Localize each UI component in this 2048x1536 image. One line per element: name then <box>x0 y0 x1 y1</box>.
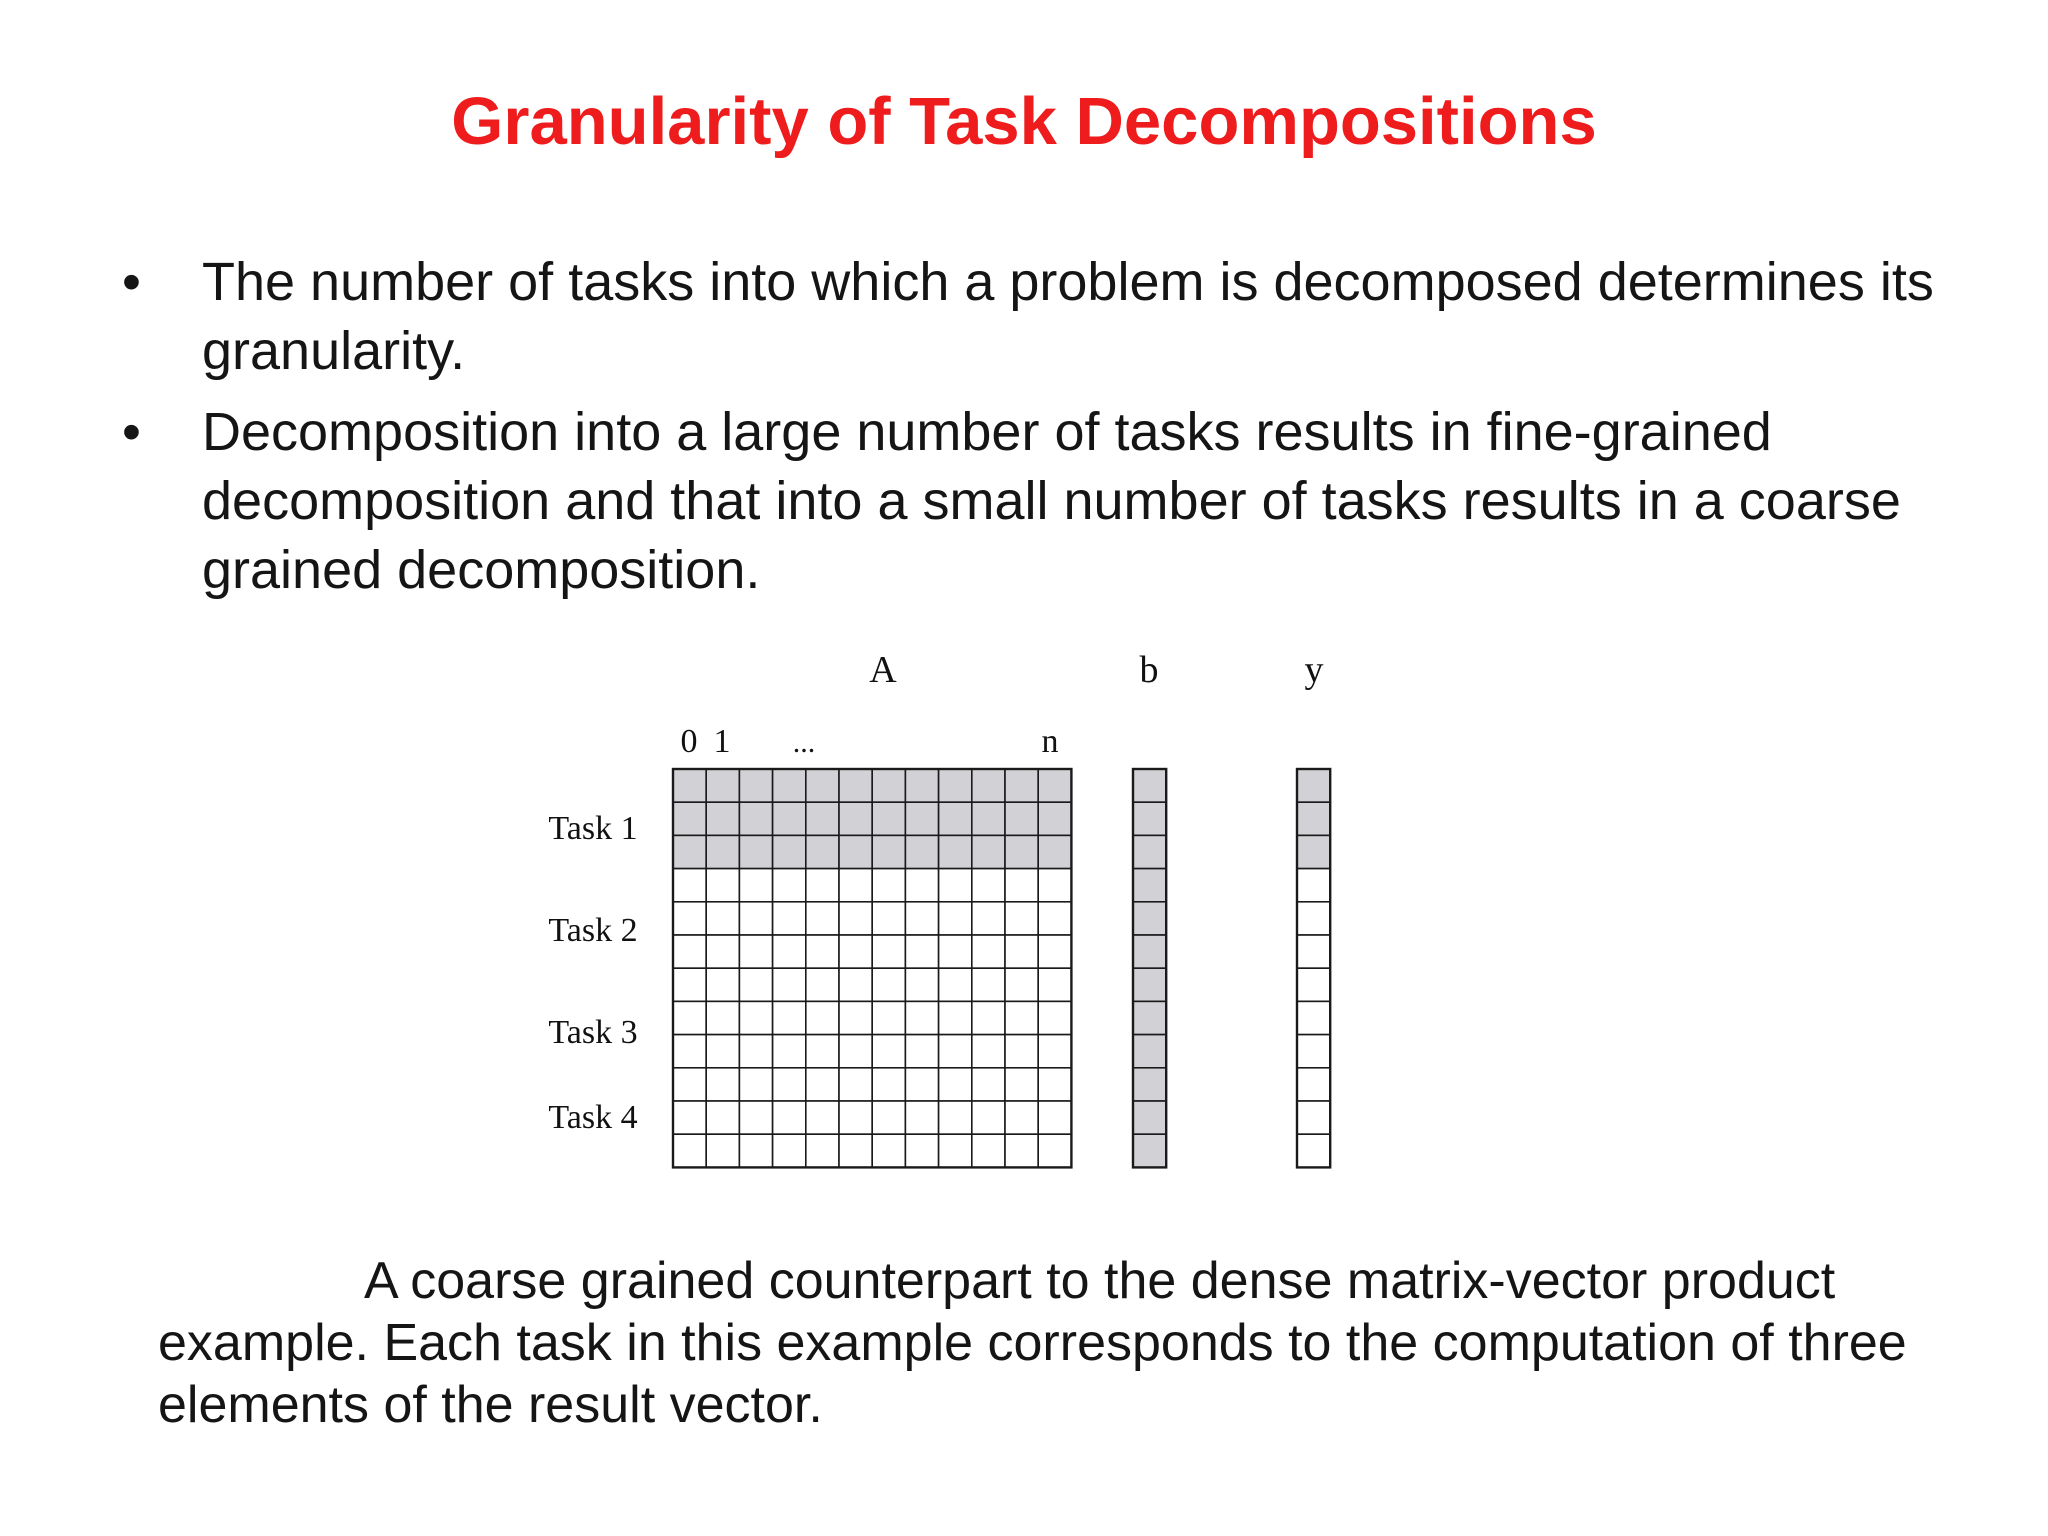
matrix-a-cell-shaded <box>773 802 806 835</box>
matrix-a-cell <box>872 869 905 902</box>
matrix-a-cell-shaded <box>839 802 872 835</box>
vector-y-cell <box>1297 869 1330 902</box>
matrix-a-cell-shaded <box>839 769 872 802</box>
matrix-a-cell <box>839 1035 872 1068</box>
vector-y-cell <box>1297 1068 1330 1101</box>
column-label-1: 1 <box>713 723 731 760</box>
matrix-a-cell <box>806 968 839 1001</box>
vector-b-cell-shaded <box>1133 1134 1166 1167</box>
matrix-a-cell <box>706 869 739 902</box>
matrix-a-cell <box>706 1068 739 1101</box>
matrix-a-cell <box>905 1101 938 1134</box>
matrix-a-cell-shaded <box>939 802 972 835</box>
vector-y-grid <box>1297 769 1330 1167</box>
vector-y-cell <box>1297 1035 1330 1068</box>
matrix-a-cell-shaded <box>905 835 938 868</box>
matrix-a-cell <box>1038 968 1071 1001</box>
matrix-a-cell-shaded <box>806 802 839 835</box>
matrix-a-cell-shaded <box>673 802 706 835</box>
vector-b-cell-shaded <box>1133 968 1166 1001</box>
matrix-a-cell <box>972 1101 1005 1134</box>
slide-title: Granularity of Task Decompositions <box>451 84 1597 159</box>
matrix-a-cell <box>1038 1101 1071 1134</box>
matrix-a-cell <box>872 1068 905 1101</box>
matrix-a-cell <box>806 1001 839 1034</box>
matrix-a-cell <box>1005 1001 1038 1034</box>
matrix-a-cell <box>773 1134 806 1167</box>
task-label: Task 4 <box>548 1099 638 1136</box>
matrix-a-cell-shaded <box>739 802 772 835</box>
matrix-a-cell <box>739 1134 772 1167</box>
matrix-a-cell <box>839 1101 872 1134</box>
vector-b-cell-shaded <box>1133 869 1166 902</box>
matrix-a-cell <box>806 869 839 902</box>
matrix-a-cell-shaded <box>673 769 706 802</box>
vector-b-grid <box>1133 769 1166 1167</box>
matrix-a-cell <box>1005 935 1038 968</box>
matrix-a-cell-shaded <box>972 769 1005 802</box>
matrix-a-cell <box>673 935 706 968</box>
vector-b-cell-shaded <box>1133 935 1166 968</box>
matrix-a-cell <box>739 869 772 902</box>
matrix-a-cell-shaded <box>673 835 706 868</box>
vector-y-cell <box>1297 1101 1330 1134</box>
matrix-a-cell <box>872 1101 905 1134</box>
matrix-a-cell <box>939 1101 972 1134</box>
matrix-a-cell <box>773 935 806 968</box>
matrix-a-cell-shaded <box>806 769 839 802</box>
matrix-a-cell <box>1038 1001 1071 1034</box>
matrix-a-cell <box>673 869 706 902</box>
vector-y-cell <box>1297 935 1330 968</box>
column-label-0: 0 <box>680 723 698 760</box>
matrix-a-cell <box>939 869 972 902</box>
matrix-a-cell <box>1005 1101 1038 1134</box>
matrix-a-cell <box>872 935 905 968</box>
matrix-a-cell <box>673 1101 706 1134</box>
matrix-a-cell-shaded <box>739 835 772 868</box>
matrix-a-cell <box>972 1001 1005 1034</box>
matrix-a-cell <box>1038 1035 1071 1068</box>
matrix-a-cell <box>839 869 872 902</box>
matrix-a-cell-shaded <box>972 835 1005 868</box>
matrix-a-cell <box>972 1134 1005 1167</box>
matrix-a-cell <box>673 1068 706 1101</box>
bullet-text: The number of tasks into which a problem is decomposed determines its granularity. <box>202 252 1934 381</box>
matrix-a-grid <box>673 769 1071 1167</box>
matrix-a-cell <box>773 1001 806 1034</box>
column-label-n: n <box>1041 723 1059 760</box>
vector-b-cell-shaded <box>1133 1001 1166 1034</box>
vector-y-cell-shaded <box>1297 769 1330 802</box>
matrix-a-cell <box>839 1068 872 1101</box>
matrix-a-cell <box>773 869 806 902</box>
matrix-a-cell <box>972 1068 1005 1101</box>
matrix-a-cell <box>1038 1068 1071 1101</box>
matrix-a-cell <box>706 968 739 1001</box>
matrix-a-cell <box>1038 869 1071 902</box>
vector-b-cell-shaded <box>1133 769 1166 802</box>
vector-b-cell-shaded <box>1133 802 1166 835</box>
matrix-a-cell <box>773 1068 806 1101</box>
task-label: Task 3 <box>548 1014 638 1051</box>
vector-y-cell <box>1297 902 1330 935</box>
bullet-dot: • <box>122 402 141 462</box>
matrix-a-cell <box>905 935 938 968</box>
matrix-a-cell <box>972 1035 1005 1068</box>
matrix-a-cell-shaded <box>773 769 806 802</box>
matrix-a-cell <box>673 968 706 1001</box>
matrix-a-cell <box>1005 1068 1038 1101</box>
matrix-a-cell-shaded <box>872 835 905 868</box>
matrix-a-cell <box>706 902 739 935</box>
matrix-a-cell <box>839 968 872 1001</box>
bullet-dot: • <box>122 252 141 312</box>
matrix-a-cell <box>673 1134 706 1167</box>
matrix-a-cell <box>1005 1134 1038 1167</box>
matrix-a-cell <box>872 902 905 935</box>
matrix-a-cell-shaded <box>972 802 1005 835</box>
matrix-a-cell <box>773 1101 806 1134</box>
matrix-a-cell-shaded <box>1005 802 1038 835</box>
matrix-a-cell <box>806 1134 839 1167</box>
matrix-a-cell-shaded <box>1005 769 1038 802</box>
vector-b-cell-shaded <box>1133 835 1166 868</box>
matrix-a-cell <box>673 1001 706 1034</box>
matrix-a-cell <box>1038 1134 1071 1167</box>
matrix-a-cell <box>839 1134 872 1167</box>
matrix-a-cell <box>739 902 772 935</box>
matrix-a-cell <box>1005 902 1038 935</box>
matrix-a-cell-shaded <box>1038 835 1071 868</box>
matrix-a-cell <box>706 1134 739 1167</box>
bullet-text: Decomposition into a large number of tasks results in fine-grained decomposition and that into a small number of tasks results in a coarse grained decomposition. <box>202 402 1901 600</box>
matrix-a-cell-shaded <box>939 769 972 802</box>
matrix-a-cell <box>905 1068 938 1101</box>
matrix-a-cell-shaded <box>706 835 739 868</box>
matrix-a-cell <box>739 1068 772 1101</box>
matrix-a-cell-shaded <box>1038 769 1071 802</box>
matrix-a-cell-shaded <box>872 769 905 802</box>
vector-y-cell <box>1297 1001 1330 1034</box>
matrix-a-cell <box>673 902 706 935</box>
matrix-a-cell-shaded <box>905 769 938 802</box>
matrix-a-cell <box>905 902 938 935</box>
matrix-a-cell <box>739 968 772 1001</box>
matrix-a-cell <box>872 1035 905 1068</box>
vector-y-cell <box>1297 1134 1330 1167</box>
matrix-a-cell <box>806 902 839 935</box>
matrix-a-cell <box>905 1035 938 1068</box>
matrix-a-cell-shaded <box>706 769 739 802</box>
matrix-a-cell-shaded <box>1038 802 1071 835</box>
matrix-a-cell <box>1005 968 1038 1001</box>
matrix-a-label: A <box>869 649 897 691</box>
matrix-a-cell <box>806 1068 839 1101</box>
matrix-a-cell <box>739 1101 772 1134</box>
vector-y-cell-shaded <box>1297 835 1330 868</box>
figure-caption <box>158 1250 1998 1436</box>
matrix-a-cell <box>939 968 972 1001</box>
vector-b-cell-shaded <box>1133 902 1166 935</box>
matrix-a-cell <box>673 1035 706 1068</box>
task-label: Task 2 <box>548 912 638 949</box>
matrix-a-cell-shaded <box>706 802 739 835</box>
matrix-a-cell <box>872 968 905 1001</box>
matrix-a-cell-shaded <box>739 769 772 802</box>
matrix-a-cell <box>806 1035 839 1068</box>
matrix-a-cell <box>1005 1035 1038 1068</box>
matrix-a-cell <box>806 1101 839 1134</box>
matrix-a-cell <box>1005 869 1038 902</box>
matrix-a-cell <box>839 935 872 968</box>
matrix-a-cell-shaded <box>905 802 938 835</box>
matrix-a-cell <box>939 1068 972 1101</box>
matrix-a-cell <box>972 869 1005 902</box>
matrix-a-cell <box>939 1035 972 1068</box>
matrix-a-cell <box>706 935 739 968</box>
matrix-a-cell <box>905 1001 938 1034</box>
task-label: Task 1 <box>548 810 638 847</box>
matrix-a-cell-shaded <box>839 835 872 868</box>
vector-y-label: y <box>1304 649 1324 691</box>
matrix-a-cell <box>739 935 772 968</box>
matrix-a-cell-shaded <box>806 835 839 868</box>
matrix-a-cell <box>872 1001 905 1034</box>
caption-text: A coarse grained counterpart to the dense matrix-vector product example. Each task in this example corresponds to the computation of three elements of the result vector. <box>158 1252 1907 1434</box>
matrix-a-cell <box>972 968 1005 1001</box>
matrix-a-cell <box>839 902 872 935</box>
matrix-a-cell <box>939 902 972 935</box>
matrix-a-cell <box>939 1001 972 1034</box>
matrix-a-cell-shaded <box>872 802 905 835</box>
matrix-a-cell <box>939 935 972 968</box>
vector-b-cell-shaded <box>1133 1068 1166 1101</box>
matrix-a-cell <box>806 935 839 968</box>
matrix-a-cell <box>905 869 938 902</box>
matrix-a-cell <box>739 1001 772 1034</box>
vector-b-cell-shaded <box>1133 1101 1166 1134</box>
matrix-a-cell <box>939 1134 972 1167</box>
matrix-a-cell <box>905 1134 938 1167</box>
matrix-a-cell <box>1038 902 1071 935</box>
matrix-a-cell <box>773 968 806 1001</box>
matrix-a-cell-shaded <box>939 835 972 868</box>
vector-b-label: b <box>1139 649 1159 691</box>
matrix-a-cell <box>773 1035 806 1068</box>
vector-y-cell-shaded <box>1297 802 1330 835</box>
vector-b-cell-shaded <box>1133 1035 1166 1068</box>
matrix-a-cell <box>972 935 1005 968</box>
matrix-a-cell <box>905 968 938 1001</box>
vector-y-cell <box>1297 968 1330 1001</box>
column-label-ellipsis: ... <box>792 726 816 759</box>
matrix-a-cell <box>739 1035 772 1068</box>
matrix-a-cell <box>706 1101 739 1134</box>
matrix-a-cell <box>972 902 1005 935</box>
matrix-a-cell <box>773 902 806 935</box>
matrix-a-cell <box>839 1001 872 1034</box>
matrix-a-cell <box>872 1134 905 1167</box>
matrix-a-cell <box>1038 935 1071 968</box>
matrix-a-cell-shaded <box>773 835 806 868</box>
matrix-a-cell <box>706 1035 739 1068</box>
matrix-a-cell-shaded <box>1005 835 1038 868</box>
matrix-a-cell <box>706 1001 739 1034</box>
